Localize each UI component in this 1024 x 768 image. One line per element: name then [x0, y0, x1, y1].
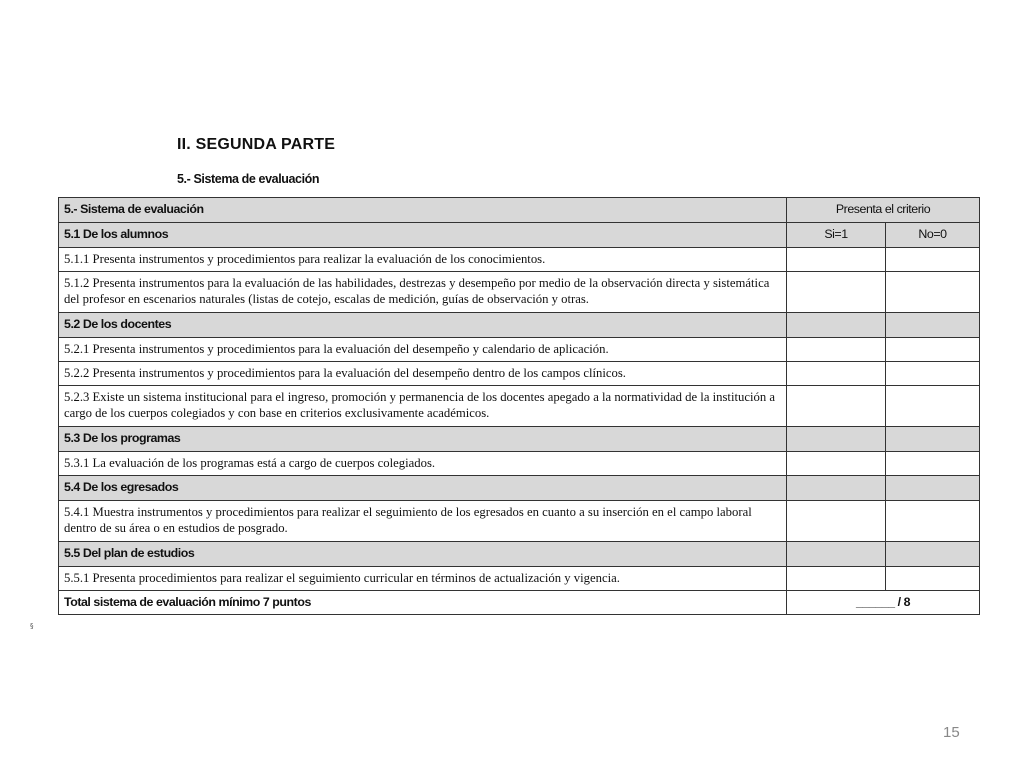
yes-checkbox-cell[interactable]: [787, 567, 886, 591]
table-row: [59, 362, 980, 386]
total-row: [59, 591, 980, 615]
group-blank-cell: [886, 427, 980, 452]
group-title: 5.5 Del plan de estudios: [59, 542, 787, 567]
section-subtitle: 5.- Sistema de evaluación: [177, 172, 320, 186]
part-title: II. SEGUNDA PARTE: [177, 136, 336, 153]
yes-checkbox-cell[interactable]: [787, 248, 886, 272]
criterion-text: 5.5.1 Presenta procedimientos para realizar el seguimiento curricular en términos de actualización y vigencia.: [59, 567, 787, 591]
group-blank-cell: [787, 476, 886, 501]
total-label: Total sistema de evaluación mínimo 7 puntos: [59, 591, 787, 615]
criterion-text: 5.2.1 Presenta instrumentos y procedimientos para la evaluación del desempeño y calendario de aplicación.: [59, 338, 787, 362]
criterion-text: 5.2.2 Presenta instrumentos y procedimientos para la evaluación del desempeño dentro de los campos clínicos.: [59, 362, 787, 386]
no-checkbox-cell[interactable]: [886, 362, 980, 386]
group-blank-cell: [886, 542, 980, 567]
table-row: [59, 248, 980, 272]
no-checkbox-cell[interactable]: [886, 386, 980, 427]
group-blank-cell: [787, 542, 886, 567]
criterion-text: 5.3.1 La evaluación de los programas está a cargo de cuerpos colegiados.: [59, 452, 787, 476]
group-title: 5.4 De los egresados: [59, 476, 787, 501]
no-checkbox-cell[interactable]: [886, 338, 980, 362]
table-row: [59, 272, 980, 313]
criterion-text: 5.1.1 Presenta instrumentos y procedimientos para realizar la evaluación de los conocimientos.: [59, 248, 787, 272]
no-checkbox-cell[interactable]: [886, 248, 980, 272]
criterion-text: 5.2.3 Existe un sistema institucional para el ingreso, promoción y permanencia de los docentes apegado a la normatividad de la institución a cargo de los cuerpos colegiados y con base en criterios exclusivamente académicos.: [59, 386, 787, 427]
criterion-text: 5.4.1 Muestra instrumentos y procedimientos para realizar el seguimiento de los egresados en cuanto a su inserción en el campo laboral dentro de su área o en estudios de posgrado.: [59, 501, 787, 542]
no-column-label: No=0: [886, 223, 980, 248]
group-row-alumnos: [59, 223, 980, 248]
group-title: 5.1 De los alumnos: [59, 223, 787, 248]
criterion-text: 5.1.2 Presenta instrumentos para la evaluación de las habilidades, destrezas y desempeño por medio de la observación directa y sistemática del profesor en escenarios naturales (listas de cotejo, escalas de medición, guías de observación y otras.: [59, 272, 787, 313]
table-header-row: [59, 198, 980, 223]
no-checkbox-cell[interactable]: [886, 452, 980, 476]
table-row: [59, 567, 980, 591]
yes-checkbox-cell[interactable]: [787, 501, 886, 542]
group-blank-cell: [886, 313, 980, 338]
group-blank-cell: [787, 313, 886, 338]
group-row-egresados: [59, 476, 980, 501]
yes-checkbox-cell[interactable]: [787, 338, 886, 362]
yes-checkbox-cell[interactable]: [787, 452, 886, 476]
evaluation-table: [58, 197, 980, 615]
table-row: [59, 338, 980, 362]
no-checkbox-cell[interactable]: [886, 501, 980, 542]
table-row: [59, 386, 980, 427]
criterion-header: Presenta el criterio: [787, 198, 980, 223]
yes-checkbox-cell[interactable]: [787, 362, 886, 386]
no-checkbox-cell[interactable]: [886, 567, 980, 591]
group-row-docentes: [59, 313, 980, 338]
no-checkbox-cell[interactable]: [886, 272, 980, 313]
group-row-plan-estudios: [59, 542, 980, 567]
group-row-programas: [59, 427, 980, 452]
group-blank-cell: [886, 476, 980, 501]
total-score: ______ / 8: [787, 591, 980, 615]
group-title: 5.3 De los programas: [59, 427, 787, 452]
yes-checkbox-cell[interactable]: [787, 272, 886, 313]
table-row: [59, 501, 980, 542]
group-title: 5.2 De los docentes: [59, 313, 787, 338]
group-blank-cell: [787, 427, 886, 452]
table-row: [59, 452, 980, 476]
yes-checkbox-cell[interactable]: [787, 386, 886, 427]
page-number: 15: [943, 724, 960, 741]
note-mark: §: [30, 622, 34, 630]
yes-column-label: Si=1: [787, 223, 886, 248]
table-header-label: 5.- Sistema de evaluación: [59, 198, 787, 223]
